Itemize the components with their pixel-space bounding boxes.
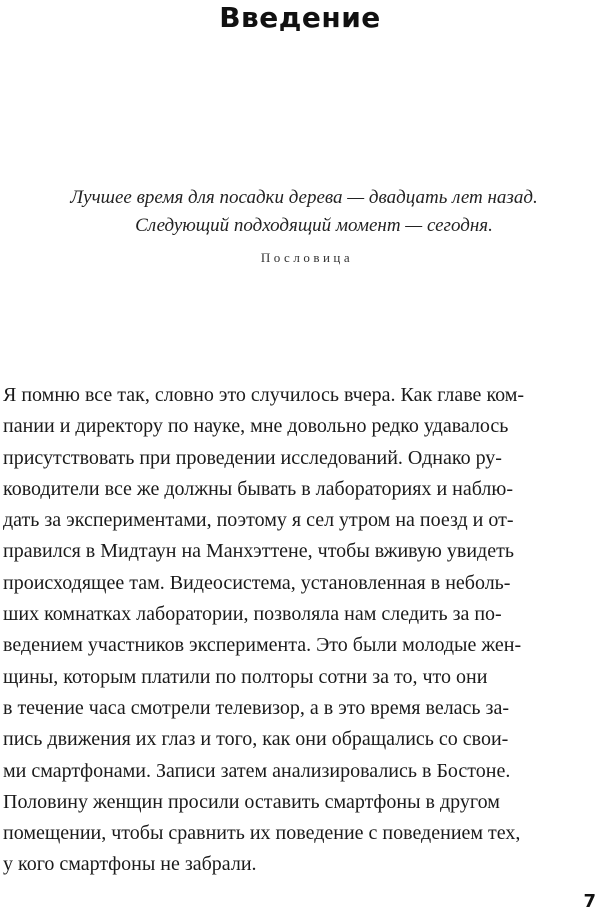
body-text — [0, 380, 600, 881]
epigraph — [0, 184, 600, 268]
epigraph-line: Лучшее время для посадки дерева — двадцать лет назад. — [70, 187, 538, 208]
body-line: Половину женщин просили оставить смартфоны в другом — [3, 790, 500, 813]
body-line: ведением участников эксперимента. Это были молодые жен- — [3, 634, 522, 657]
body-line: присутствовать при проведении исследований. Однако ру- — [3, 446, 502, 469]
body-line: щины, которым платили по полторы сотни за то, что они — [3, 665, 488, 688]
epigraph-line: Следующий подходящий момент — сегодня. — [135, 215, 493, 236]
body-line: ших комнатках лаборатории, позволяла нам следить за по- — [3, 603, 502, 626]
body-line: помещении, чтобы сравнить их поведение с поведением тех, — [3, 822, 521, 845]
page-title: Введение — [219, 1, 381, 34]
body-line: ководители все же должны бывать в лабораториях и наблю- — [3, 477, 513, 500]
body-line: у кого смартфоны не забрали. — [3, 853, 257, 876]
body-line: пании и директору по науке, мне довольно редко удавалось — [3, 415, 509, 438]
body-line: правился в Мидтаун на Манхэттене, чтобы вживую увидеть — [3, 540, 514, 563]
epigraph-source: Пословица — [260, 250, 354, 265]
body-line: пись движения их глаз и того, как они обращались со свои- — [3, 728, 509, 751]
body-line: ми смартфонами. Записи затем анализировались в Бостоне. — [3, 759, 511, 782]
body-line: в течение часа смотрели телевизор, а в это время велась за- — [3, 696, 509, 719]
page-number: 7 — [583, 891, 596, 912]
body-line: происходящее там. Видеосистема, установленная в неболь- — [3, 571, 511, 594]
body-line: Я помню все так, словно это случилось вчера. Как главе ком- — [3, 384, 525, 406]
body-line: дать за экспериментами, поэтому я сел утром на поезд и от- — [3, 509, 514, 532]
